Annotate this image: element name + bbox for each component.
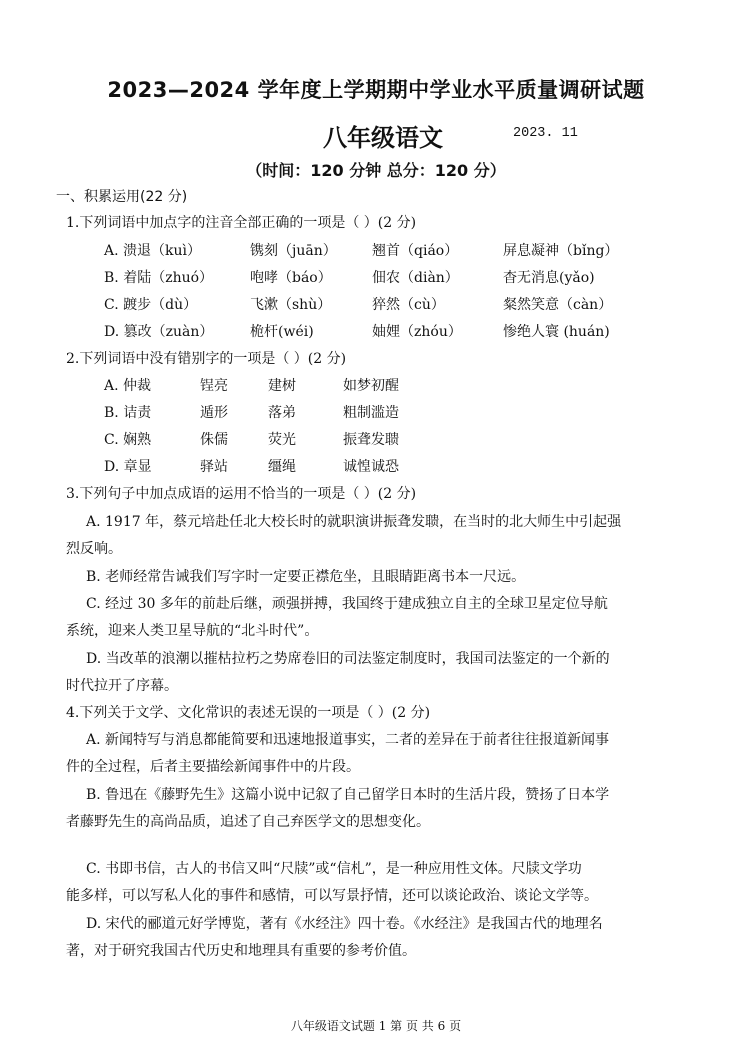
q3-line-3: B. 老师经常告诫我们写字时一定要正襟危坐，且眼睛距离书本一尺远。 — [86, 569, 526, 585]
q1-option-a-4: 屏息凝神（bǐng） — [503, 243, 619, 259]
q1-option-c-4: 粲然笑意（càn） — [503, 297, 613, 313]
q2-option-a-1: A. 仲裁 — [104, 378, 152, 394]
page-footer: 八年级语文试题 1 第 页 共 6 页 — [290, 1019, 462, 1033]
q3-line-2: 烈反响。 — [66, 541, 122, 557]
question-2-stem: 2.下列词语中没有错别字的一项是（ ）(2 分) — [66, 351, 347, 367]
question-3-stem: 3.下列句子中加点成语的运用不恰当的一项是（ ）(2 分) — [66, 486, 417, 502]
q1-option-c-2: 飞漱（shù） — [250, 297, 332, 313]
q2-option-d-3: 缰绳 — [268, 459, 296, 475]
q2-option-a-2: 锃亮 — [200, 378, 228, 394]
q4-line-6: 能多样，可以写私人化的事件和感情，可以写景抒情，还可以谈论政治、谈论文学等。 — [66, 888, 598, 904]
q4-line-8: 著，对于研究我国古代历史和地理具有重要的参考价值。 — [66, 943, 416, 959]
q1-option-d-3: 妯娌（zhóu） — [372, 324, 462, 340]
q4-line-1: A. 新闻特写与消息都能简要和迅速地报道事实，二者的差异在于前者往往报道新闻事 — [86, 732, 610, 748]
subject-title: 八年级语文 — [323, 124, 443, 152]
exam-date: 2023. 11 — [513, 126, 578, 141]
q1-option-d-1: D. 篡改（zuàn） — [104, 324, 214, 340]
question-4-stem: 4.下列关于文学、文化常识的表述无误的一项是（ ）(2 分) — [66, 705, 431, 721]
q2-option-d-2: 驿站 — [200, 459, 228, 475]
q1-option-c-3: 猝然（cù） — [372, 297, 445, 313]
q1-option-b-2: 咆哮（báo） — [250, 270, 332, 286]
q2-option-b-4: 粗制滥造 — [343, 405, 399, 421]
q2-option-b-3: 落弟 — [268, 405, 296, 421]
q2-option-a-4: 如梦初醒 — [343, 378, 399, 394]
section-heading: 一、积累运用(22 分) — [56, 189, 188, 205]
q1-option-a-2: 镌刻（juān） — [250, 243, 337, 259]
q1-option-b-3: 佃农（diàn） — [372, 270, 459, 286]
q3-line-1: A. 1917 年，蔡元培赴任北大校长时的就职演讲振聋发聩，在当时的北大师生中引起强 — [86, 514, 622, 530]
q1-option-b-4: 杳无消息(yǎo) — [503, 270, 595, 286]
q2-option-d-4: 诚惶诚恐 — [343, 459, 399, 475]
q2-option-a-3: 建树 — [268, 378, 296, 394]
q1-option-b-1: B. 着陆（zhuó） — [104, 270, 214, 286]
q3-line-4: C. 经过 30 多年的前赴后继，顽强拼搏，我国终于建成独立自主的全球卫星定位导航 — [86, 596, 608, 612]
q2-option-c-4: 振聋发聩 — [343, 432, 399, 448]
q3-line-5: 系统，迎来人类卫星导航的“北斗时代”。 — [66, 623, 319, 639]
q2-option-d-1: D. 章显 — [104, 459, 152, 475]
q4-line-7: D. 宋代的郦道元好学博览，著有《水经注》四十卷。《水经注》是我国古代的地理名 — [86, 916, 603, 932]
q2-option-c-2: 侏儒 — [200, 432, 228, 448]
q2-option-b-1: B. 诘责 — [104, 405, 152, 421]
q4-line-5: C. 书即书信，古人的书信又叫“尺牍”或“信札”，是一种应用性文体。尺牍文学功 — [86, 861, 582, 877]
q1-option-a-3: 翘首（qiáo） — [372, 243, 459, 259]
q2-option-c-3: 荧光 — [268, 432, 296, 448]
q1-option-c-1: C. 踱步（dù） — [104, 297, 198, 313]
q4-line-4: 者藤野先生的高尚品质，追述了自己弃医学文的思想变化。 — [66, 814, 430, 830]
time-score-info: （时间：120 分钟 总分：120 分） — [246, 161, 506, 180]
q4-line-3: B. 鲁迅在《藤野先生》这篇小说中记叙了自己留学日本时的生活片段，赞扬了日本学 — [86, 787, 610, 803]
q1-option-d-2: 桅杆(wéi) — [250, 324, 314, 340]
q2-option-b-2: 遁形 — [200, 405, 228, 421]
q4-line-2: 件的全过程，后者主要描绘新闻事件中的片段。 — [66, 759, 360, 775]
q2-option-c-1: C. 娴熟 — [104, 432, 152, 448]
q1-option-a-1: A. 溃退（kuì） — [104, 243, 201, 259]
q1-option-d-4: 惨绝人寰 (huán) — [503, 324, 610, 340]
question-1-stem: 1.下列词语中加点字的注音全部正确的一项是（ ）(2 分) — [66, 215, 417, 231]
q3-line-6: D. 当改革的浪潮以摧枯拉朽之势席卷旧的司法鉴定制度时，我国司法鉴定的一个新的 — [86, 651, 610, 667]
exam-title: 2023—2024 学年度上学期期中学业水平质量调研试题 — [107, 78, 645, 102]
q3-line-7: 时代拉开了序幕。 — [66, 678, 178, 694]
